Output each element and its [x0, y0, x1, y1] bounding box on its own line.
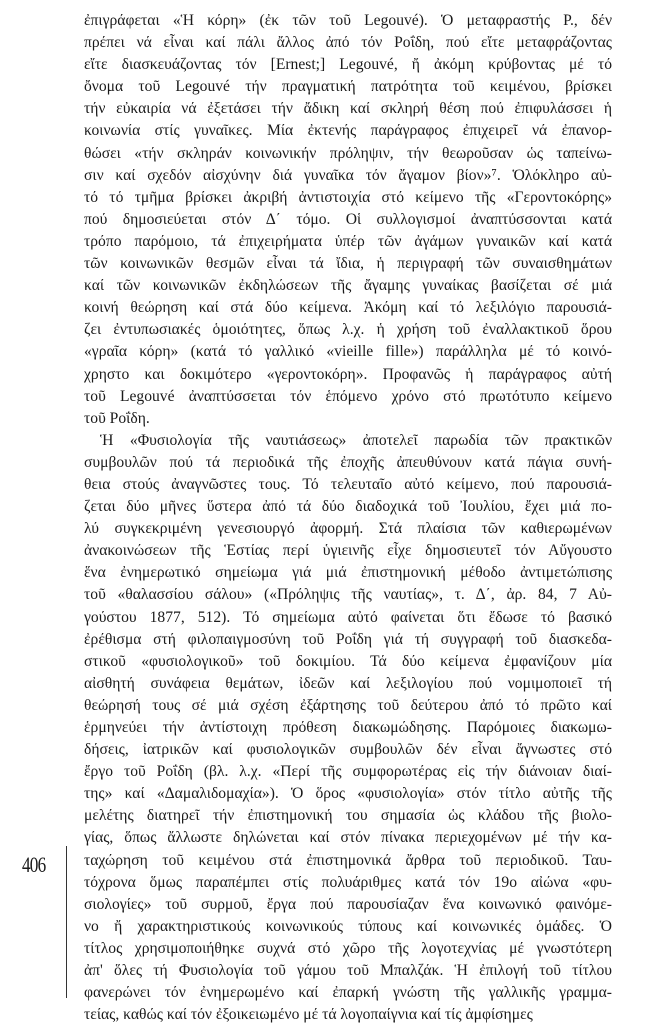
text-line: τήν εὐκαιρία νά ἐξετάσει τήν ἄδικη καί σκληρή θέση πού ἐπιφυλάσσει ἡ	[84, 100, 612, 118]
text-line: ἔργο τοῦ Ροΐδη (βλ. λ.χ. «Περί τῆς συμφορωτέρας εἰς τήν διάνοιαν διαί-	[84, 763, 612, 781]
text-line: ἀπ' ὅλες τή Φυσιολογία τοῦ γάμου τοῦ Μπαλζάκ. Ἡ ἐπιλογή τοῦ τίτλου	[84, 962, 612, 980]
text-line: τοῦ Legouvé ἀναπτύσσεται τόν ἑπόμενο χρόνο στό πρωτότυπο κείμενο	[84, 387, 612, 405]
text-line: ταχώρηση τοῦ κειμένου στά ἐπιστημονικά ἄρθρα τοῦ περιοδικοῦ. Ταυ-	[84, 851, 612, 869]
text-line: ζει ἐντυπωσιακές ὁμοιότητες, ὅπως λ.χ. ἡ χρήση τοῦ ἐναλλακτικοῦ ὅρου	[84, 321, 612, 339]
text-line: ζεται δύο μῆνες ὕστερα ἀπό τά δύο διαδοχικά τοῦ Ἰουλίου, ἔχει μιά πο-	[84, 498, 612, 516]
text-line: ἐρέθισμα στή φιλοπαιγμοσύνη τοῦ Ροΐδη γιά τή συγγραφή τοῦ διασκεδα-	[84, 630, 612, 648]
text-line: λύ συγκεκριμένη γενεσιουργό ἀφορμή. Στά πλαίσια τῶν καθιερωμένων	[84, 520, 612, 538]
text-line: της» καί «Δαμαλιδομαχία»). Ὁ ὅρος «φυσιολογία» στόν τίτλο αὐτῆς τῆς	[84, 785, 612, 803]
text-line: στικοῦ «φυσιολογικοῦ» τοῦ δοκιμίου. Τά δύο κείμενα ἐμφανίζουν μία	[84, 652, 612, 670]
text-line: ἐπιγράφεται «Ἡ κόρη» (ἐκ τῶν τοῦ Legouvé). Ὁ μεταφραστής Ρ., δέν	[84, 12, 612, 29]
text-line: σιολογίες» τοῦ συρμοῦ, ἔργα πού παρουσίαζαν ἕνα κοινωνικό φαινόμε-	[84, 895, 612, 913]
text-line: «γραῖα κόρη» (κατά τό γαλλικό «vieille fille») παράλληλα μέ τό κοινό-	[84, 343, 612, 361]
text-line: ὄνομα τοῦ Legouvé τήν πραγματική πατρότητα τοῦ κειμένου, βρίσκει	[84, 78, 612, 96]
text-line: τείας, καθώς καί τόν ἐξοικειωμένο μέ τά λογοπαίγνια καί τίς ἀμφίσημες	[84, 1006, 533, 1024]
text-line: πρέπει νά εἶναι καί πάλι ἄλλος ἀπό τόν Ροΐδη, πού εἴτε μεταφράζοντας	[84, 34, 612, 52]
paragraph	[84, 430, 612, 1026]
paragraph	[84, 10, 612, 430]
text-line: θεια στούς ἀναγνῶστες τους. Τό τελευταῖο αὐτό κείμενο, πού παρουσιά-	[84, 475, 612, 493]
text-line: ἑρμηνεύει τήν ἀντίστοιχη πρόθεση διακωμώδησης. Παρόμοιες διακωμω-	[84, 719, 612, 736]
text-line: γίας, ὅπως ἄλλωστε δηλώνεται καί στόν πίνακα περιεχομένων μέ τήν κα-	[84, 829, 612, 847]
page-number: 406	[22, 852, 46, 877]
text-line: καί τῶν κοινωνικῶν ἐκδηλώσεων τῆς ἄγαμης γυναίκας βασίζεται σέ μιά	[84, 277, 612, 295]
body-text	[84, 10, 612, 1026]
text-line: τρόπο παρόμοιο, τά ἐπιχειρήματα ὑπέρ τῶν ἀγάμων γυναικῶν καί κατά	[84, 232, 612, 250]
text-line: τό τό τμῆμα βρίσκει ἀκριβή ἀντιστοιχία στό κείμενο τῆς «Γεροντοκόρης»	[84, 188, 612, 206]
text-line: κοινωνία στίς γυναῖκες. Μία ἐκτενής παράγραφος ἐπιχειρεῖ νά ἐπανορ-	[84, 122, 612, 140]
text-line: κοινή θεώρηση καί στά δύο κείμενα. Ἀκόμη καί τό λεξιλόγιο παρουσιά-	[84, 299, 612, 317]
text-line: τόχρονα ὅμως παραπέμπει στίς πολυάριθμες κατά τόν 19ο αἰώνα «φυ-	[84, 873, 612, 891]
text-line: θώσει «τήν σκληράν κοινωνικήν πρόληψιν, τήν θεωροῦσαν ὡς ταπείνω-	[84, 144, 612, 162]
text-line: μελέτης διατηρεῖ τήν ἐπιστημονική του σημασία ὡς κλάδου τῆς βιολο-	[84, 807, 612, 825]
text-line: τοῦ Ροΐδη.	[84, 409, 150, 427]
text-line: αἰσθητή συνάφεια θεμάτων, ἰδεῶν καί λεξιλογίου πού νομιμοποιεῖ τή	[84, 674, 612, 692]
text-line: φανερώνει τόν ἐνημερωμένο καί ἐπαρκή γνώστη τῆς γαλλικῆς γραμμα-	[84, 984, 612, 1002]
margin-rule	[66, 846, 67, 998]
text-line: πού δημοσιεύεται στόν Δ΄ τόμο. Οἱ συλλογισμοί ἀναπτύσσονται κατά	[84, 210, 612, 228]
text-line: συμβουλῶν πού τά περιοδικά τῆς ἐποχῆς ἀπευθύνουν κατά πάγια συνή-	[84, 453, 612, 471]
text-line: τίτλος χρησιμοποιήθηκε συχνά στό χῶρο τῆς λογοτεχνίας μέ γνωστότερη	[84, 939, 612, 957]
text-line: χρηστο και δοκιμότερο «γεροντοκόρη». Προφανῶς ἡ παράγραφος αὐτή	[84, 365, 612, 383]
text-line: τῶν κοινωνικῶν θεσμῶν εἶναι τά ἴδια, ἡ περιγραφή τῶν συναισθημάτων	[84, 255, 612, 273]
text-line: ἕνα ἐνημερωτικό σημείωμα γιά μιά ἐπιστημονική μέθοδο ἀντιμετώπισης	[84, 564, 612, 582]
text-line: θεώρησή τους σέ μιά σχέση ἐξάρτησης τοῦ δεύτερου ἀπό τό πρῶτο καί	[84, 696, 612, 714]
text-line: Ἡ «Φυσιολογία τῆς ναυτιάσεως» ἀποτελεῖ παρωδία τῶν πρακτικῶν	[100, 431, 612, 449]
text-line: ἀνακοινώσεων τῆς Ἑστίας περί ὑγιεινῆς εἶχε δημοσιευτεῖ τόν Αὔγουστο	[84, 542, 612, 560]
text-line: εἴτε διασκευάζοντας τόν [Ernest;] Legouvé, ἤ ἀκόμη κρύβοντας μέ τό	[84, 56, 612, 74]
text-line: τοῦ «θαλασσίου σάλου» («Πρόληψις τῆς ναυτίας», τ. Δ΄, ἀρ. 84, 7 Αὐ-	[84, 586, 612, 604]
text-line: σιν καί σχεδόν αἰσχύνην διά γυναῖκα τόν ἄγαμον βίον»⁷. Ὁλόκληρο αὐ-	[84, 166, 612, 184]
text-line: γούστου 1877, 512). Τό σημείωμα αὐτό φαίνεται ὅτι ἔδωσε τό βασικό	[84, 608, 612, 626]
text-line: δήσεις, ἰατρικῶν καί φυσιολογικῶν συμβουλῶν δέν εἶναι ἄγνωστες στό	[84, 741, 612, 759]
text-line: νο ἤ χαρακτηριστικούς κοινωνικούς τύπους καί κοινωνικές ὁμάδες. Ὁ	[84, 917, 612, 935]
